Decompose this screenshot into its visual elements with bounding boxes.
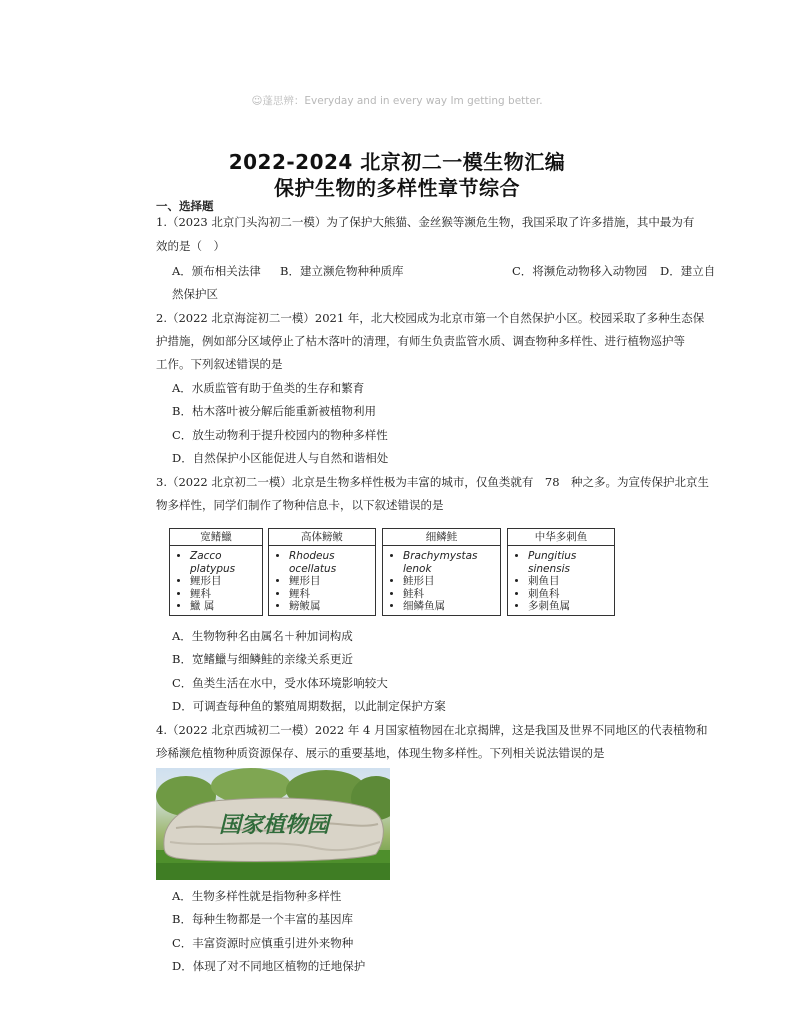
- species-card-family: • 鲤科: [190, 588, 262, 601]
- species-card-scientific-name: • Rhodeus ocellatus: [289, 550, 375, 575]
- species-card: [169, 528, 263, 616]
- species-card-name: 宽鳍鱲: [170, 529, 262, 546]
- q3-stem-line2: 物多样性，同学们制作了物种信息卡，以下叙述错误的是: [156, 498, 444, 512]
- q2-option-a: A．水质监管有助于鱼类的生存和繁育: [172, 381, 365, 395]
- species-card: [507, 528, 615, 616]
- watermark-text: ☺蓬思辨：Everyday and in every way Im getting better.: [251, 95, 543, 107]
- species-card: [268, 528, 376, 616]
- q4-option-b: B．每种生物都是一个丰富的基因库: [172, 912, 353, 926]
- species-card-family: • 刺鱼科: [528, 588, 614, 601]
- species-card-scientific-name: • Zacco platypus: [190, 550, 262, 575]
- stone-inscription: 国家植物园: [218, 812, 330, 838]
- botanical-garden-photo: [156, 768, 390, 880]
- species-card-order: • 鲑形目: [403, 575, 500, 588]
- q1-stem-line1: 1.（2023 北京门头沟初二一模）为了保护大熊猫、金丝猴等濒危生物，我国采取了许多措施，其中最为有: [156, 215, 695, 229]
- species-card-genus: • 多刺鱼属: [528, 600, 614, 613]
- species-card-name: 高体鳑鲏: [269, 529, 375, 546]
- species-card-family: • 鲑科: [403, 588, 500, 601]
- photo-illustration: [156, 768, 390, 880]
- document-title: 2022-2024 北京初二一模生物汇编: [228, 150, 566, 174]
- q1-option-a: A．颁布相关法律: [172, 264, 261, 278]
- q4-option-c: C．丰富资源时应慎重引进外来物种: [172, 936, 354, 950]
- q3-option-d: D．可调查每种鱼的繁殖周期数据，以此制定保护方案: [172, 699, 446, 713]
- species-card-genus: • 鱲 属: [190, 600, 262, 613]
- q3-option-a: A．生物物种名由属名＋种加词构成: [172, 629, 353, 643]
- species-card-genus: • 鳑鲏属: [289, 600, 375, 613]
- species-card-order: • 鲤形目: [190, 575, 262, 588]
- q4-stem-line2: 珍稀濒危植物种质资源保存、展示的重要基地，体现生物多样性。下列相关说法错误的是: [156, 746, 605, 760]
- species-card-genus: • 细鳞鱼属: [403, 600, 500, 613]
- q1-option-c: C．将濒危动物移入动物园: [512, 264, 648, 278]
- q3-option-c: C．鱼类生活在水中，受水体环境影响较大: [172, 676, 388, 690]
- q2-stem-line3: 工作。下列叙述错误的是: [156, 357, 283, 371]
- species-card-family: • 鲤科: [289, 588, 375, 601]
- species-card-scientific-name: • Pungitius sinensis: [528, 550, 614, 575]
- q4-stem-line1: 4.（2022 北京西城初二一模）2022 年 4 月国家植物园在北京揭牌，这是我国及世界不同地区的代表植物和: [156, 723, 708, 737]
- q2-stem-line1: 2.（2022 北京海淀初二一模）2021 年，北大校园成为北京市第一个自然保护小区。校园采取了多种生态保: [156, 311, 705, 325]
- q3-option-b: B．宽鳍鱲与细鳞鲑的亲缘关系更近: [172, 652, 353, 666]
- q2-option-b: B．枯木落叶被分解后能重新被植物利用: [172, 404, 376, 418]
- species-cards: [169, 528, 615, 616]
- q1-stem-line2: 效的是（ ）: [156, 239, 225, 253]
- species-card: [382, 528, 501, 616]
- q1-option-d-cont: 然保护区: [172, 287, 218, 301]
- q3-stem-line1: 3.（2022 北京初二一模）北京是生物多样性极为丰富的城市，仅鱼类就有 78 种之多。为宣传保护北京生: [156, 475, 710, 489]
- section-heading: 一、选择题: [156, 199, 214, 213]
- q2-stem-line2: 护措施，例如部分区域停止了枯木落叶的清理，有师生负责监管水质、调查物种多样性、进行植物巡护等: [156, 334, 685, 348]
- species-card-name: 中华多刺鱼: [508, 529, 614, 546]
- document-subtitle: 保护生物的多样性章节综合: [274, 176, 520, 200]
- q2-option-c: C．放生动物利于提升校园内的物种多样性: [172, 428, 388, 442]
- species-card-scientific-name: • Brachymystas lenok: [403, 550, 500, 575]
- species-card-order: • 鲤形目: [289, 575, 375, 588]
- q1-option-d: D．建立自: [660, 264, 716, 278]
- q4-option-d: D．体现了对不同地区植物的迁地保护: [172, 959, 366, 973]
- q1-option-b: B．建立濒危物种种质库: [280, 264, 404, 278]
- species-card-name: 细鳞鲑: [383, 529, 500, 546]
- species-card-order: • 刺鱼目: [528, 575, 614, 588]
- q4-option-a: A．生物多样性就是指物种多样性: [172, 889, 342, 903]
- q2-option-d: D．自然保护小区能促进人与自然和谐相处: [172, 451, 389, 465]
